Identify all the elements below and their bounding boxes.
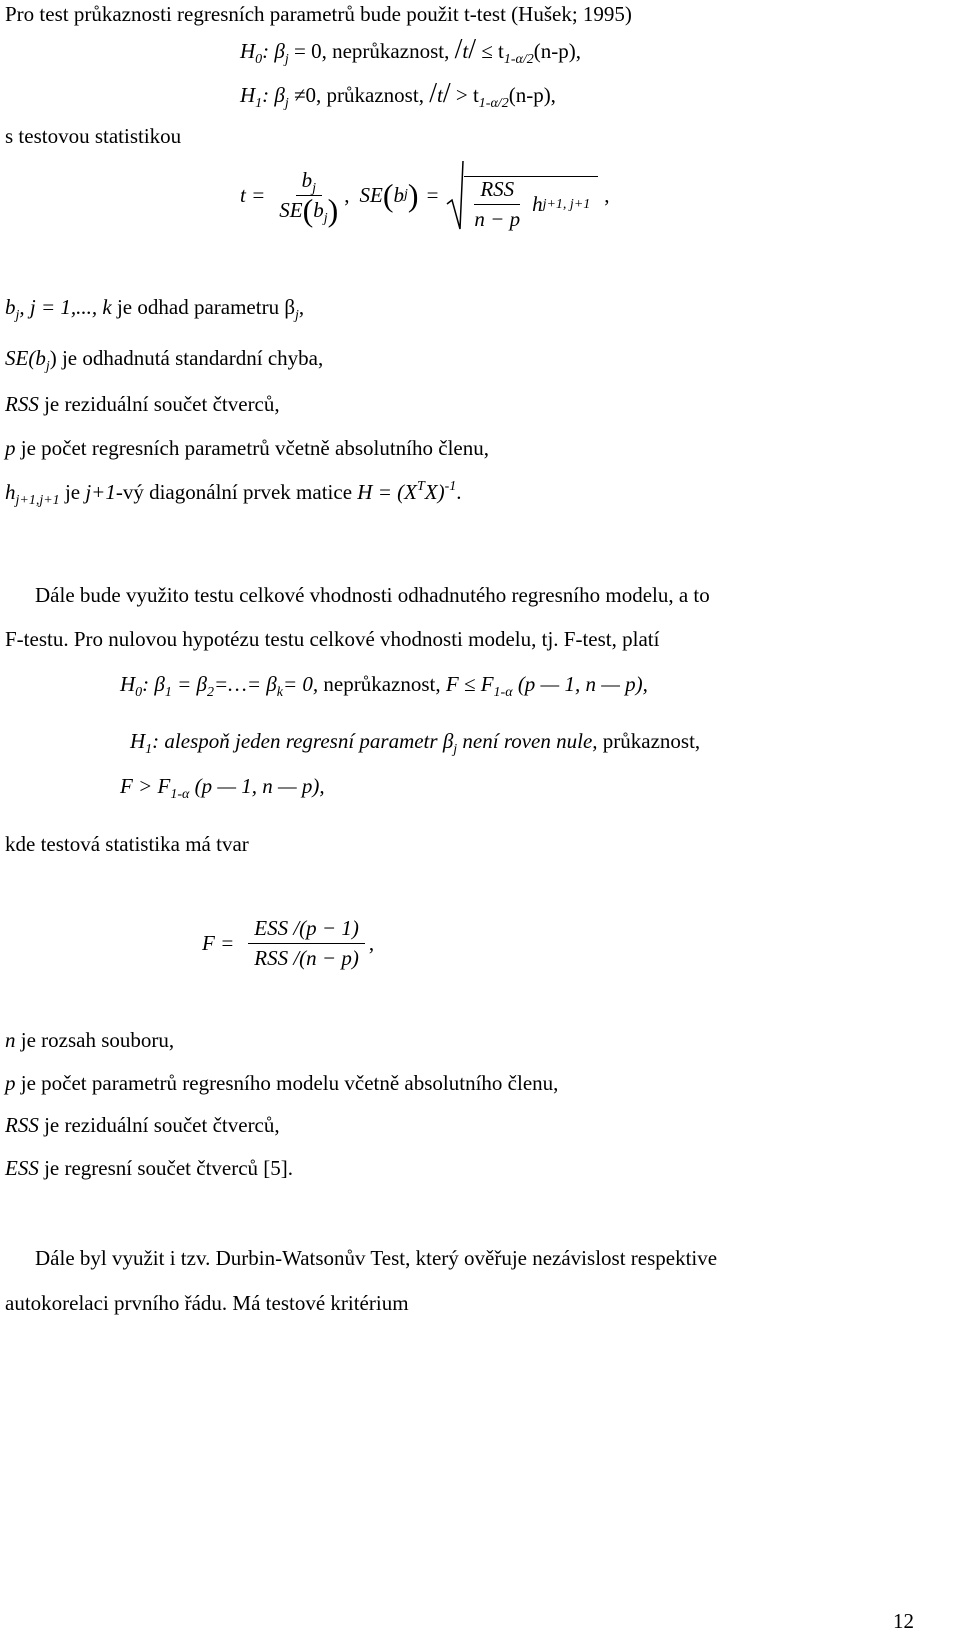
sqrt: $\frac{\text{RSS}}{n - p}$ h j+1, j+1 (446, 160, 598, 230)
def-se: $SE(b_j)$ je odhadnutá standardní chyba, (5, 346, 324, 374)
def-p2: p je počet parametrů regresního modelu včetně absolutního členu, (5, 1071, 559, 1095)
h0-t-test: $H_0$: $\beta_j = 0$, neprůkaznost, $/t/ \le t_{1-\alpha/2}(n-p)$, (240, 34, 581, 67)
def-bj: $b_j$, j = 1,..., k je odhad parametru $\beta_j$, (5, 295, 305, 323)
def-rss: RSS je reziduální součet čtverců, (5, 392, 280, 416)
s-testovou-line: s testovou statistikou (5, 124, 182, 148)
para-dw-line2: autokorelaci prvního řádu. Má testové kritérium (5, 1291, 409, 1315)
def-n: n je rozsah souboru, (5, 1028, 175, 1052)
para-dw-line1: Dále byl využit i tzv. Durbin-Watsonův Test, který ověřuje nezávislost respektive (35, 1246, 718, 1270)
para-f-line2: F-testu. Pro nulovou hypotézu testu celkové vhodnosti modelu, tj. F-test, platí (5, 627, 660, 651)
def-p: p je počet regresních parametrů včetně absolutního členu, (5, 436, 489, 460)
def-rss2: RSS je reziduální součet čtverců, (5, 1113, 280, 1137)
kde-line: kde testová statistika má tvar (5, 832, 249, 856)
para-f-line1: Dále bude využito testu celkové vhodnosti odhadnutého regresního modelu, a to (35, 583, 710, 607)
def-h: $h_{j+1,j+1}$ je j+1-vý diagonální prvek matice $H = (X^TX)^{-1}$. (5, 479, 462, 508)
t-statistic-formula: t = $\frac{b_j}{SE(b_j)}$ , SE ( b j ) = $\frac{\text{RSS}}{n - p}$ h j+1, j+1 , (240, 160, 610, 230)
page-number: 12 (893, 1609, 914, 1633)
intro-line: Pro test průkaznosti regresních parametrů bude použit t-test (Hušek; 1995) (5, 2, 632, 26)
def-ess: ESS je regresní součet čtverců [5]. (5, 1156, 294, 1180)
f-statistic-formula: F = $\frac{\text{ESS /(p − 1)}}{\text{RSS /(n − p)}}$ , (202, 916, 375, 970)
h1-t-test: $H_1$: $\beta_j \ne 0$, průkaznost, $/t/ > t_{1-\alpha/2}(n-p)$, (240, 78, 556, 111)
h0-f-test: $H_0$: $\beta_1$ = $\beta_2=\dots= \beta_k= 0$, neprůkaznost, $F \le F_{1-\alpha}$ (p — 1, n — p), (120, 672, 648, 700)
h1-f-test-cond: $F > F_{1-\alpha}$ (p — 1, n — p), (120, 774, 325, 802)
h1-f-test: $H_1$: alespoň jeden regresní parametr $\beta_j$ není roven nule, průkaznost, (130, 729, 701, 757)
